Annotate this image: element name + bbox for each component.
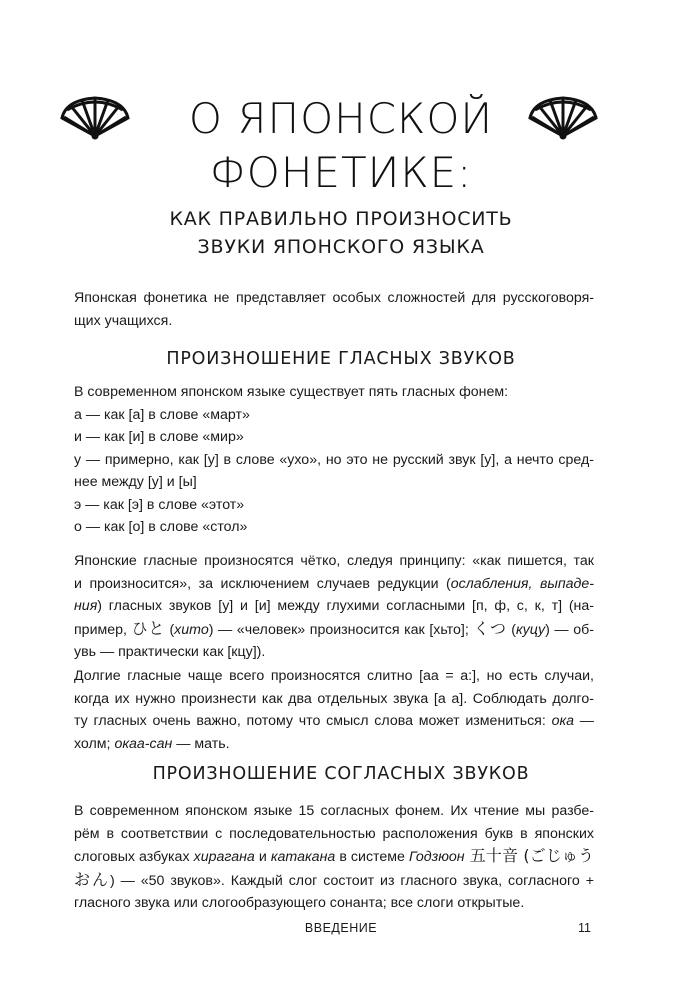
paragraph-line: В современном японском языке 15 согласных фонем. Их чтение мы разбе- (74, 803, 594, 819)
intro-line: Японская фонетика не представляет особых сложностей для русскоговоря- (74, 290, 594, 306)
page-subtitle-line-2: ЗВУКИ ЯПОНСКОГО ЯЗЫКА (197, 236, 485, 258)
paragraph-line: おん) — «50 звуков». Каждый слог состоит из гласного звука, согласного + (74, 869, 594, 889)
vowels-list (74, 381, 594, 539)
vowel-u-cont: нее между [у] и [ы] (74, 474, 197, 490)
page-number: 11 (578, 921, 591, 935)
intro-line: щих учащихся. (74, 312, 173, 329)
paragraph-line: холм; окаа-сан — мать. (74, 735, 230, 752)
page-subtitle-line-1: КАК ПРАВИЛЬНО ПРОИЗНОСИТЬ (169, 208, 513, 230)
paragraph-line: когда их нужно произнести как два отдельных звука [а а]. Соблюдать долго- (74, 690, 594, 707)
paragraph-line: ния) гласных звуков [у] и [и] между глухими согласными [п, ф, с, к, т] (на- (74, 598, 594, 614)
paragraph-line: Японские гласные произносятся чётко, следуя принципу: «как пишется, так (74, 553, 594, 569)
paragraph-line: слоговых азбуках хирагана и катакана в системе Годзюон 五十音 (ごじゅう (74, 846, 595, 865)
paragraph-line: гласного звука или слогообразующего сонанта; все слоги открытые. (74, 895, 525, 911)
vowels-heading: ПРОИЗНОШЕНИЕ ГЛАСНЫХ ЗВУКОВ (166, 349, 516, 369)
paragraph-line: Долгие гласные чаще всего произносятся слитно [аа = а:], но есть случаи, (74, 668, 594, 684)
vowel-i: и — как [и] в слове «мир» (74, 429, 244, 445)
vowel-u: у — примерно, как [у] в слове «ухо», но это не русский звук [у], а нечто сред- (74, 451, 594, 468)
vowel-o: о — как [о] в слове «стол» (74, 519, 248, 535)
page-title-line-2: ФОНЕТИКЕ: (209, 148, 473, 197)
paragraph-line: увь — практически как [кцу]). (74, 644, 266, 660)
page-title (0, 92, 682, 200)
consonants-paragraph (74, 800, 594, 915)
footer-section-title: ВВЕДЕНИЕ (304, 921, 378, 935)
vowel-e: э — как [э] в слове «этот» (74, 496, 245, 513)
paragraph-line: рём в соответствии с последовательностью расположения букв в японских (74, 825, 594, 842)
paragraph-line: и произносится», за исключением случаев редукции (ослабления, выпаде- (74, 575, 594, 592)
page-title-line-1: О ЯПОНСКОЙ (188, 94, 494, 143)
vowels-line: В современном японском языке существует пять гласных фонем: (74, 384, 509, 400)
paragraph-line: ту гласных очень важно, потому что смысл слова может измениться: ока — (74, 713, 594, 729)
reduction-paragraph (74, 550, 594, 664)
long-vowels-paragraph (74, 665, 594, 755)
page-subtitle (0, 205, 682, 261)
consonants-heading: ПРОИЗНОШЕНИЕ СОГЛАСНЫХ ЗВУКОВ (152, 764, 530, 784)
vowel-a: а — как [а] в слове «март» (74, 406, 250, 423)
paragraph-line: пример, ひと (хито) — «человек» произносится как [хьто]; くつ (куцу) — об- (74, 618, 594, 638)
intro-paragraph (74, 287, 594, 332)
